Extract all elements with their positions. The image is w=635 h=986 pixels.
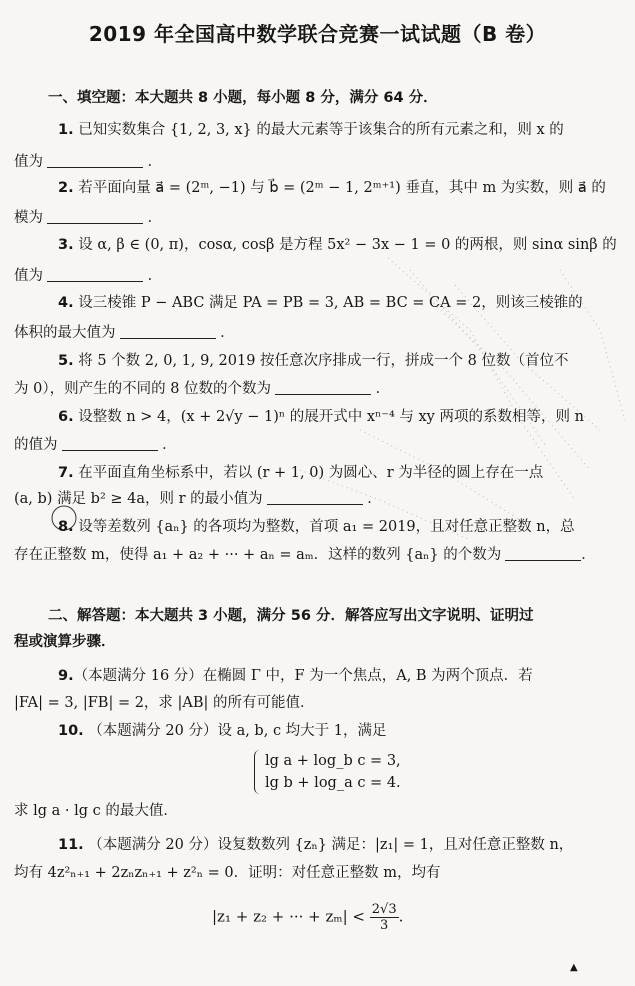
q10-line2: [14, 802, 178, 820]
q8-number: 8.: [58, 519, 74, 535]
q11-line1: [58, 836, 573, 854]
q1-text: 已知实数集合 {1, 2, 3, x} 的最大元素等于该集合的所有元素之和，则 x 的: [78, 122, 564, 138]
q3-line2: 值为 ．: [14, 268, 163, 284]
q5-line2: 为 0），则产生的不同的 8 位数的个数为 ．: [14, 381, 391, 397]
q6-line1: [58, 408, 584, 426]
q10-equation-2: lg b + log_a c = 4.: [265, 775, 401, 791]
q5-line1: [58, 352, 569, 370]
q11-frac-num: 2√3: [371, 902, 397, 917]
q5-text: 将 5 个数 2, 0, 1, 9, 2019 按任意次序排成一行，拼成一个 8 位数（首位不: [78, 353, 569, 369]
q3-text: 设 α, β ∈ (0, π)，cosα, cosβ 是方程 5x² − 3x − 1 = 0 的两根，则 sinα sinβ 的: [78, 237, 617, 253]
q8-cont: 存在正整数 m，使得 a₁ + a₂ + ··· + aₙ = aₘ．这样的数列 {aₙ} 的个数为: [14, 547, 502, 563]
q11-ineq-left: |z₁ + z₂ + ··· + zₘ| <: [212, 907, 365, 926]
exam-title: 2019 年全国高中数学联合竞赛一试试题（B 卷）: [88, 22, 547, 46]
q2-line1: [58, 179, 606, 197]
q2-number: 2.: [58, 180, 74, 196]
q3-line1: [58, 236, 617, 254]
q8-line2: 存在正整数 m，使得 a₁ + a₂ + ··· + aₙ = aₘ．这样的数列 {aₙ} 的个数为 ．: [14, 547, 596, 563]
q6-number: 6.: [58, 409, 74, 425]
q1-line2: 值为 ．: [14, 154, 163, 170]
q10-cont: 求 lg a · lg c 的最大值．: [14, 803, 178, 819]
q11-number: 11.: [58, 837, 84, 853]
q10-equation-system: [254, 750, 401, 794]
q5-cont: 为 0），则产生的不同的 8 位数的个数为: [14, 381, 272, 397]
q11-frac-den: 3: [380, 918, 389, 933]
section1-heading: 一、填空题：本大题共 8 小题，每小题 8 分，满分 64 分．: [48, 90, 438, 106]
section2-heading-cont: 程或演算步骤．: [14, 634, 116, 650]
q6-cont: 的值为: [14, 437, 58, 453]
q8-answer-blank: [505, 548, 581, 561]
q7-cont: (a, b) 满足 b² ≥ 4a，则 r 的最小值为: [14, 491, 263, 507]
q7-line2: (a, b) 满足 b² ≥ 4a，则 r 的最小值为 ．: [14, 491, 382, 507]
q9-line2: [14, 694, 315, 712]
section2-heading: 二、解答题：本大题共 3 小题，满分 56 分．解答应写出文字说明、证明过: [48, 608, 534, 624]
q11-fraction: [370, 902, 399, 933]
corner-triangle-mark: ▲: [570, 962, 578, 973]
q4-cont: 体积的最大值为: [14, 325, 116, 341]
q11-period: .: [398, 907, 404, 926]
q4-line1: [58, 294, 583, 312]
q9-text: （本题满分 16 分）在椭圆 Γ 中，F 为一个焦点，A, B 为两个顶点．若: [73, 668, 533, 684]
q4-answer-blank: [120, 326, 216, 339]
q6-answer-blank: [62, 438, 158, 451]
q11-text: （本题满分 20 分）设复数数列 {zₙ} 满足：|z₁| = 1，且对任意正整数 n，: [88, 837, 574, 853]
q8-text: 设等差数列 {aₙ} 的各项均为整数，首项 a₁ = 2019，且对任意正整数 n，总: [78, 519, 575, 535]
q2-cont: 模为: [14, 210, 43, 226]
q5-number: 5.: [58, 353, 74, 369]
q3-answer-blank: [47, 269, 143, 282]
q2-answer-blank: [47, 211, 143, 224]
q9-number: 9.: [58, 668, 74, 684]
q1-cont: 值为: [14, 154, 43, 170]
q7-text: 在平面直角坐标系中，若以 (r + 1, 0) 为圆心、r 为半径的圆上存在一点: [78, 465, 544, 481]
q9-line1: [58, 667, 533, 685]
q10-number: 10.: [58, 723, 84, 739]
q11-cont: 均有 4z²ₙ₊₁ + 2zₙzₙ₊₁ + z²ₙ = 0．证明：对任意正整数 m，均有: [14, 865, 441, 881]
q1-line1: [58, 121, 564, 139]
q5-answer-blank: [275, 382, 371, 395]
q2-text: 若平面向量 a⃗ = (2ᵐ, −1) 与 b⃗ = (2ᵐ − 1, 2ᵐ⁺¹) 垂直，其中 m 为实数，则 a⃗ 的: [78, 180, 606, 196]
q7-number: 7.: [58, 465, 74, 481]
q2-line2: 模为 ．: [14, 210, 163, 226]
q3-number: 3.: [58, 237, 74, 253]
q4-number: 4.: [58, 295, 74, 311]
q6-text: 设整数 n > 4，(x + 2√y − 1)ⁿ 的展开式中 xⁿ⁻⁴ 与 xy 两项的系数相等，则 n: [78, 409, 584, 425]
q10-equation-1: lg a + log_b c = 3,: [265, 753, 401, 769]
q8-line1: [58, 518, 575, 536]
q11-line2: [14, 864, 440, 882]
q1-number: 1.: [58, 122, 74, 138]
q3-cont: 值为: [14, 268, 43, 284]
q7-line1: [58, 464, 543, 482]
q7-answer-blank: [267, 492, 363, 505]
q11-inequality: [212, 902, 403, 933]
q9-cont: |FA| = 3, |FB| = 2，求 |AB| 的所有可能值．: [14, 695, 315, 711]
q4-text: 设三棱锥 P − ABC 满足 PA = PB = 3, AB = BC = CA = 2，则该三棱锥的: [78, 295, 583, 311]
q10-line1: [58, 722, 387, 740]
q6-line2: 的值为 ．: [14, 437, 177, 453]
q4-line2: 体积的最大值为 ．: [14, 325, 235, 341]
q1-answer-blank: [47, 155, 143, 168]
q10-text: （本题满分 20 分）设 a, b, c 均大于 1，满足: [88, 723, 387, 739]
